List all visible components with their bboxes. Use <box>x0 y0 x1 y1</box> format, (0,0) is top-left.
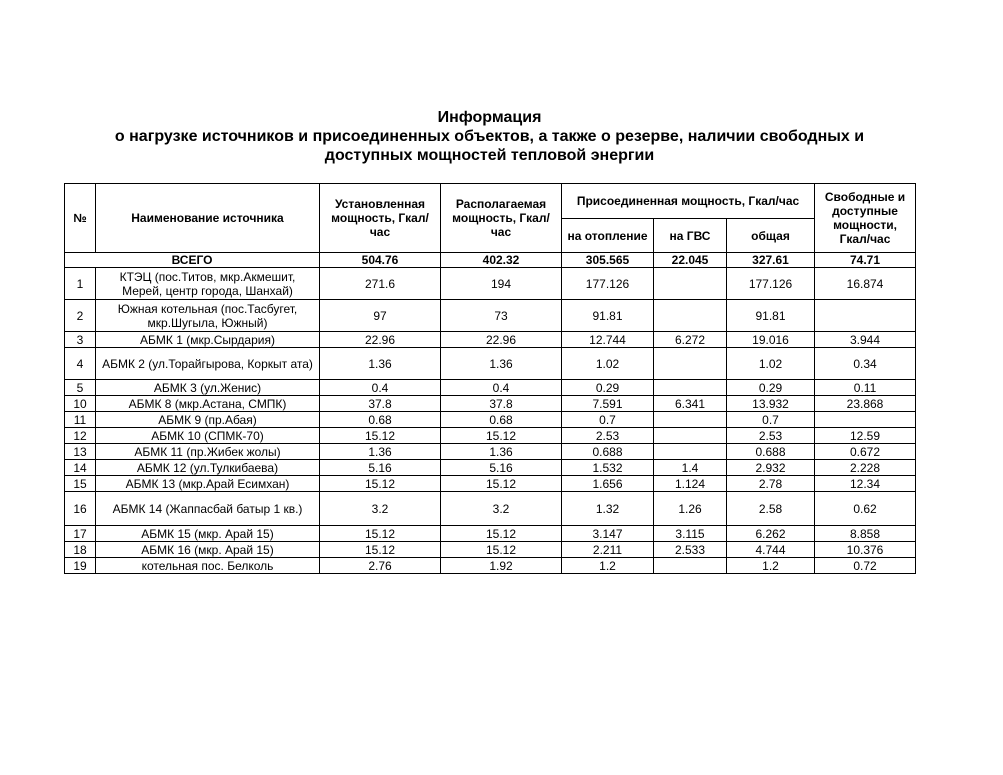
cell-installed: 15.12 <box>320 542 441 558</box>
cell-free: 0.11 <box>815 380 916 396</box>
header-available: Располагаемая мощность, Гкал/час <box>441 184 562 253</box>
cell-total: 13.932 <box>727 396 815 412</box>
cell-num: 10 <box>65 396 96 412</box>
cell-num: 11 <box>65 412 96 428</box>
cell-heating: 7.591 <box>562 396 654 412</box>
table-row <box>65 332 916 348</box>
cell-gvs: 1.26 <box>654 492 727 526</box>
cell-heating: 1.656 <box>562 476 654 492</box>
cell-num: 19 <box>65 558 96 574</box>
cell-name: Южная котельная (пос.Тасбугет, мкр.Шугыла, Южный) <box>96 300 320 332</box>
cell-installed: 0.68 <box>320 412 441 428</box>
cell-installed: 3.2 <box>320 492 441 526</box>
cell-heating: 0.688 <box>562 444 654 460</box>
cell-free <box>815 300 916 332</box>
cell-gvs <box>654 558 727 574</box>
total-label: ВСЕГО <box>65 253 320 268</box>
cell-available: 0.68 <box>441 412 562 428</box>
cell-installed: 0.4 <box>320 380 441 396</box>
header-name: Наименование источника <box>96 184 320 253</box>
cell-gvs: 3.115 <box>654 526 727 542</box>
cell-num: 2 <box>65 300 96 332</box>
header-num: № <box>65 184 96 253</box>
cell-heating: 1.32 <box>562 492 654 526</box>
cell-name: АБМК 11 (пр.Жибек жолы) <box>96 444 320 460</box>
total-free: 74.71 <box>815 253 916 268</box>
cell-available: 15.12 <box>441 428 562 444</box>
cell-free <box>815 412 916 428</box>
cell-free: 0.72 <box>815 558 916 574</box>
total-heating: 305.565 <box>562 253 654 268</box>
header-free: Свободные и доступные мощности, Гкал/час <box>815 184 916 253</box>
cell-num: 4 <box>65 348 96 380</box>
cell-name: АБМК 13 (мкр.Арай Есимхан) <box>96 476 320 492</box>
cell-total: 19.016 <box>727 332 815 348</box>
total-installed: 504.76 <box>320 253 441 268</box>
cell-gvs <box>654 300 727 332</box>
cell-name: АБМК 1 (мкр.Сырдария) <box>96 332 320 348</box>
table-row <box>65 348 916 380</box>
cell-available: 1.36 <box>441 348 562 380</box>
cell-free: 2.228 <box>815 460 916 476</box>
cell-free: 16.874 <box>815 268 916 300</box>
cell-installed: 5.16 <box>320 460 441 476</box>
cell-name: АБМК 16 (мкр. Арай 15) <box>96 542 320 558</box>
header-gvs: на ГВС <box>654 219 727 253</box>
cell-installed: 97 <box>320 300 441 332</box>
cell-total: 0.29 <box>727 380 815 396</box>
cell-available: 3.2 <box>441 492 562 526</box>
cell-total: 0.688 <box>727 444 815 460</box>
cell-total: 1.02 <box>727 348 815 380</box>
cell-total: 4.744 <box>727 542 815 558</box>
cell-total: 2.78 <box>727 476 815 492</box>
cell-num: 16 <box>65 492 96 526</box>
cell-free: 0.672 <box>815 444 916 460</box>
cell-installed: 22.96 <box>320 332 441 348</box>
cell-available: 15.12 <box>441 542 562 558</box>
header-installed: Установленная мощность, Гкал/час <box>320 184 441 253</box>
cell-gvs <box>654 268 727 300</box>
cell-gvs: 6.272 <box>654 332 727 348</box>
cell-gvs <box>654 412 727 428</box>
cell-heating: 3.147 <box>562 526 654 542</box>
cell-gvs <box>654 348 727 380</box>
cell-total: 0.7 <box>727 412 815 428</box>
cell-total: 91.81 <box>727 300 815 332</box>
cell-num: 15 <box>65 476 96 492</box>
cell-name: котельная пос. Белколь <box>96 558 320 574</box>
cell-available: 1.36 <box>441 444 562 460</box>
cell-total: 6.262 <box>727 526 815 542</box>
cell-free: 10.376 <box>815 542 916 558</box>
cell-total: 177.126 <box>727 268 815 300</box>
table-row <box>65 396 916 412</box>
cell-gvs <box>654 444 727 460</box>
table-row <box>65 380 916 396</box>
total-available: 402.32 <box>441 253 562 268</box>
cell-num: 12 <box>65 428 96 444</box>
cell-free: 0.34 <box>815 348 916 380</box>
total-gvs: 22.045 <box>654 253 727 268</box>
cell-total: 2.53 <box>727 428 815 444</box>
cell-num: 17 <box>65 526 96 542</box>
header-connected: Присоединенная мощность, Гкал/час <box>562 184 815 219</box>
cell-gvs: 1.124 <box>654 476 727 492</box>
table-row <box>65 428 916 444</box>
table-row <box>65 492 916 526</box>
cell-heating: 1.02 <box>562 348 654 380</box>
cell-heating: 1.532 <box>562 460 654 476</box>
table-row <box>65 542 916 558</box>
cell-installed: 15.12 <box>320 428 441 444</box>
cell-name: АБМК 9 (пр.Абая) <box>96 412 320 428</box>
cell-installed: 15.12 <box>320 526 441 542</box>
cell-heating: 0.29 <box>562 380 654 396</box>
cell-heating: 91.81 <box>562 300 654 332</box>
cell-gvs: 2.533 <box>654 542 727 558</box>
cell-free: 3.944 <box>815 332 916 348</box>
cell-name: АБМК 10 (СПМК-70) <box>96 428 320 444</box>
header-heating: на отопление <box>562 219 654 253</box>
cell-available: 37.8 <box>441 396 562 412</box>
cell-total: 2.932 <box>727 460 815 476</box>
heat-capacity-table <box>64 183 916 574</box>
cell-available: 194 <box>441 268 562 300</box>
title-line-1: Информация <box>437 109 542 126</box>
table-row <box>65 460 916 476</box>
total-row <box>65 253 916 268</box>
cell-num: 14 <box>65 460 96 476</box>
cell-available: 15.12 <box>441 526 562 542</box>
table-row <box>65 412 916 428</box>
cell-installed: 1.36 <box>320 444 441 460</box>
cell-gvs: 1.4 <box>654 460 727 476</box>
cell-num: 1 <box>65 268 96 300</box>
cell-free: 12.59 <box>815 428 916 444</box>
cell-total: 1.2 <box>727 558 815 574</box>
table-row <box>65 444 916 460</box>
cell-available: 1.92 <box>441 558 562 574</box>
cell-available: 0.4 <box>441 380 562 396</box>
table-row <box>65 268 916 300</box>
cell-total: 2.58 <box>727 492 815 526</box>
cell-name: АБМК 3 (ул.Женис) <box>96 380 320 396</box>
cell-free: 0.62 <box>815 492 916 526</box>
cell-name: АБМК 8 (мкр.Астана, СМПК) <box>96 396 320 412</box>
cell-gvs <box>654 428 727 444</box>
table-row <box>65 300 916 332</box>
table-row <box>65 476 916 492</box>
cell-available: 15.12 <box>441 476 562 492</box>
cell-heating: 1.2 <box>562 558 654 574</box>
cell-name: АБМК 15 (мкр. Арай 15) <box>96 526 320 542</box>
cell-free: 8.858 <box>815 526 916 542</box>
cell-free: 12.34 <box>815 476 916 492</box>
cell-heating: 177.126 <box>562 268 654 300</box>
table-row <box>65 526 916 542</box>
cell-name: АБМК 12 (ул.Тулкибаева) <box>96 460 320 476</box>
cell-num: 13 <box>65 444 96 460</box>
total-total: 327.61 <box>727 253 815 268</box>
cell-heating: 2.211 <box>562 542 654 558</box>
cell-num: 3 <box>65 332 96 348</box>
cell-name: АБМК 2 (ул.Торайгырова, Коркыт ата) <box>96 348 320 380</box>
cell-installed: 1.36 <box>320 348 441 380</box>
cell-heating: 12.744 <box>562 332 654 348</box>
table-row <box>65 558 916 574</box>
cell-available: 73 <box>441 300 562 332</box>
cell-available: 22.96 <box>441 332 562 348</box>
cell-installed: 37.8 <box>320 396 441 412</box>
cell-gvs <box>654 380 727 396</box>
cell-heating: 2.53 <box>562 428 654 444</box>
cell-num: 5 <box>65 380 96 396</box>
cell-installed: 15.12 <box>320 476 441 492</box>
header-total: общая <box>727 219 815 253</box>
title-line-2: о нагрузке источников и присоединенных объектов, а также о резерве, наличии свободных и <box>114 128 865 145</box>
cell-name: АБМК 14 (Жаппасбай батыр 1 кв.) <box>96 492 320 526</box>
title-line-3: доступных мощностей тепловой энергии <box>324 147 655 164</box>
cell-installed: 2.76 <box>320 558 441 574</box>
document-title <box>64 108 915 165</box>
cell-free: 23.868 <box>815 396 916 412</box>
cell-gvs: 6.341 <box>654 396 727 412</box>
cell-name: КТЭЦ (пос.Титов, мкр.Акмешит, Мерей, центр города, Шанхай) <box>96 268 320 300</box>
cell-num: 18 <box>65 542 96 558</box>
cell-heating: 0.7 <box>562 412 654 428</box>
cell-installed: 271.6 <box>320 268 441 300</box>
cell-available: 5.16 <box>441 460 562 476</box>
